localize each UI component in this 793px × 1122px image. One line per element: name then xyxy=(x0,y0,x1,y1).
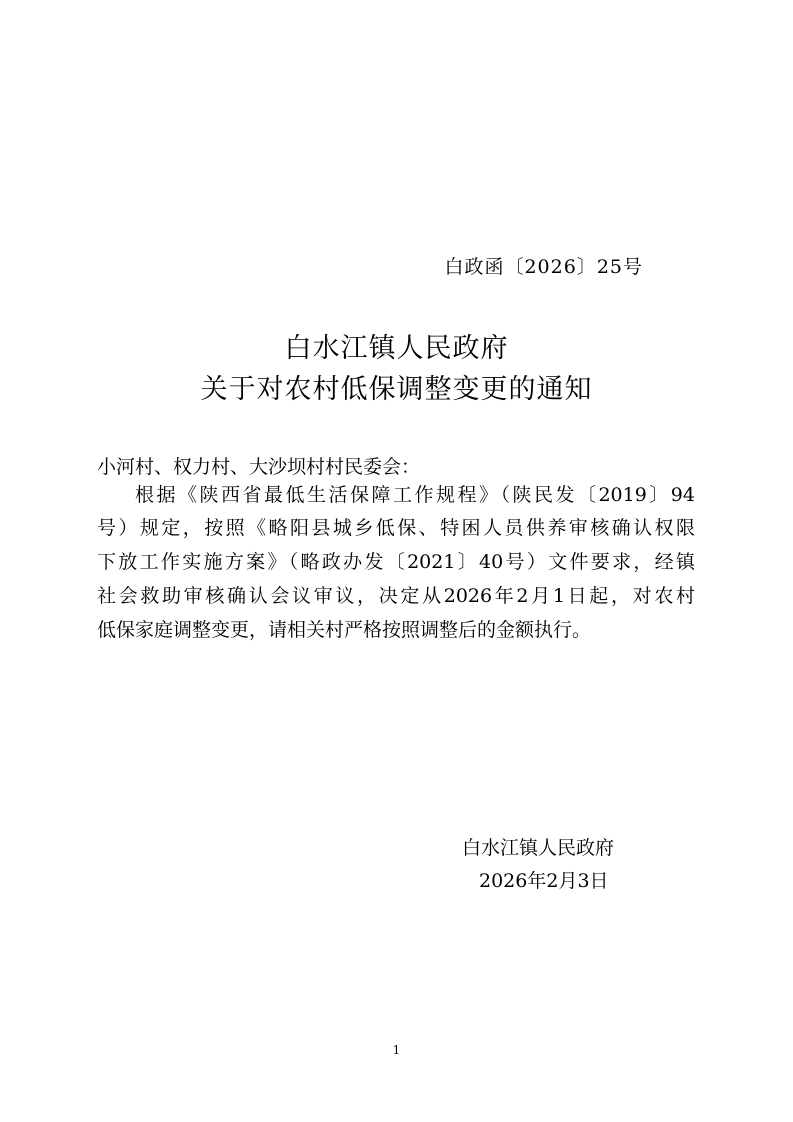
document-title-line-1: 白水江镇人民政府 xyxy=(284,333,509,364)
document-number: 白政函〔2026〕25号 xyxy=(444,256,643,278)
body-paragraph-line: 社会救助审核确认会议审议，决定从2026年2月1日起，对农村 xyxy=(97,585,695,607)
addressee: 小河村、权力村、大沙坝村村民委会： xyxy=(97,456,421,478)
page-number: 1 xyxy=(392,1043,401,1057)
body-paragraph-line: 号）规定，按照《略阳县城乡低保、特困人员供养审核确认权限 xyxy=(97,517,695,539)
body-paragraph-line: 下放工作实施方案》（略政办发〔2021〕40号）文件要求，经镇 xyxy=(97,551,695,573)
body-paragraph-line: 根据《陕西省最低生活保障工作规程》（陕民发〔2019〕94 xyxy=(135,484,695,506)
signature-organization: 白水江镇人民政府 xyxy=(462,837,615,859)
signature-date: 2026年2月3日 xyxy=(479,870,609,892)
body-paragraph-line: 低保家庭调整变更，请相关村严格按照调整后的金额执行。 xyxy=(97,619,592,641)
document-title-line-2: 关于对农村低保调整变更的通知 xyxy=(200,374,593,405)
